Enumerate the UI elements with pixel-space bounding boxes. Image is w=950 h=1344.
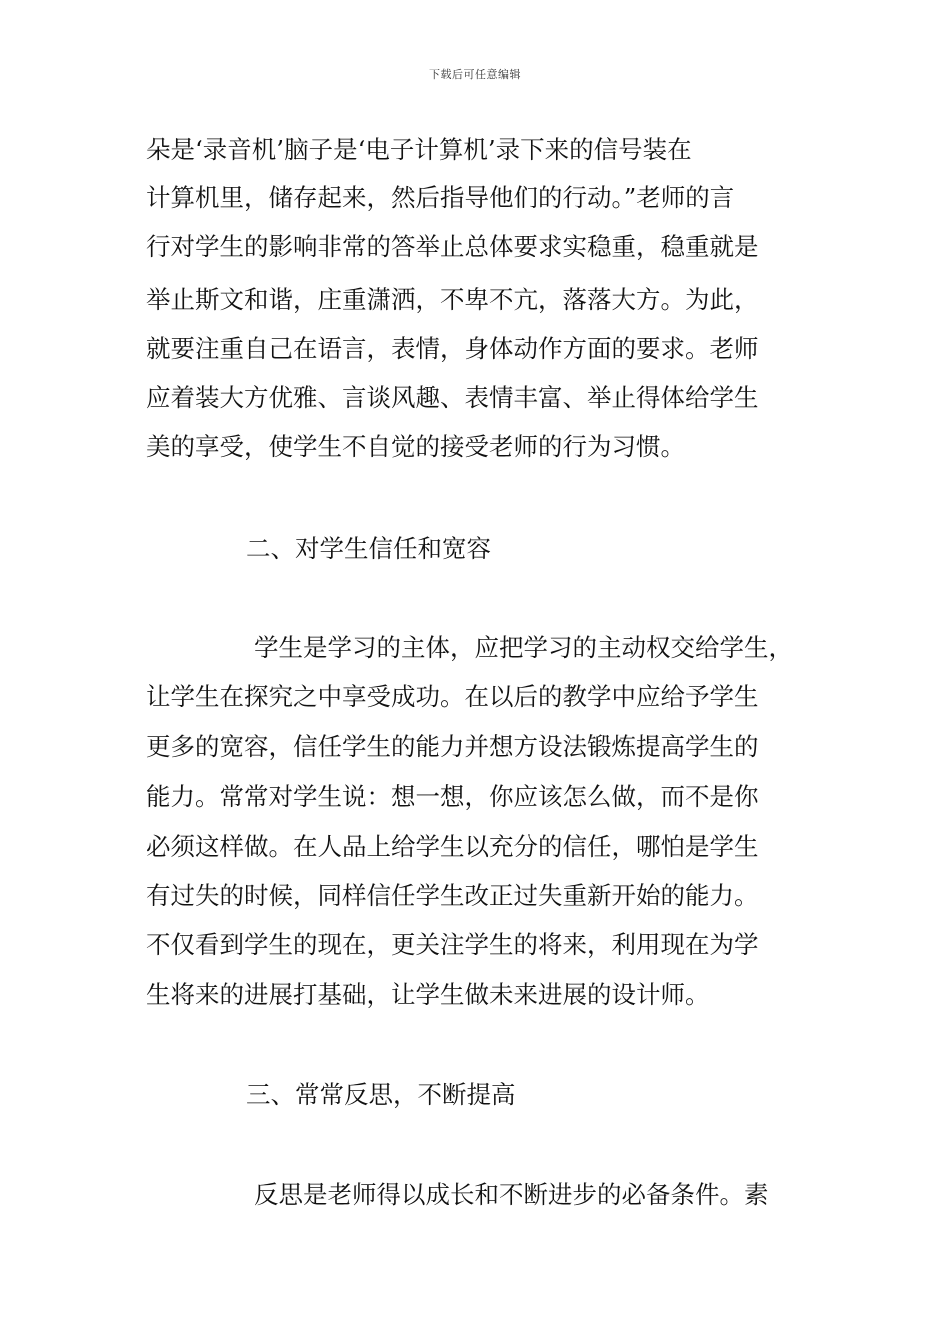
paragraph-2-line-6: 有过失的时候，同样信任学生改正过失重新开始的能力。 — [146, 881, 759, 910]
paragraph-1-line-2: 计算机里，储存起来，然后指导他们的行动。”老师的言 — [146, 183, 735, 212]
paragraph-2-line-8: 生将来的进展打基础，让学生做未来进展的设计师。 — [146, 980, 710, 1009]
paragraph-2-line-1: 学生是学习的主体，应把学习的主动权交给学生， — [254, 633, 793, 662]
paragraph-1-line-1: 朵是‘录音机’脑子是‘电子计算机’录下来的信号装在 — [146, 135, 692, 164]
paragraph-3-line-1: 反思是老师得以成长和不断进步的必备条件。素 — [254, 1180, 769, 1209]
paragraph-1-line-5: 就要注重自己在语言，表情，身体动作方面的要求。老师 — [146, 334, 759, 363]
paragraph-2-line-5: 必须这样做。在人品上给学生以充分的信任，哪怕是学生 — [146, 832, 759, 861]
paragraph-1-line-3: 行对学生的影响非常的答举止总体要求实稳重，稳重就是 — [146, 232, 759, 261]
paragraph-1-line-7: 美的享受，使学生不自觉的接受老师的行为习惯。 — [146, 432, 685, 461]
paragraph-2-line-3: 更多的宽容，信任学生的能力并想方设法锻炼提高学生的 — [146, 732, 759, 761]
section-heading-2: 二、对学生信任和宽容 — [246, 534, 491, 563]
paragraph-1-line-6: 应着装大方优雅、言谈风趣、表情丰富、举止得体给学生 — [146, 383, 759, 412]
paragraph-2-line-2: 让学生在探究之中享受成功。在以后的教学中应给予学生 — [146, 682, 759, 711]
page-header: 下载后可任意编辑 — [429, 68, 521, 81]
paragraph-2-line-4: 能力。常常对学生说：想一想，你应该怎么做，而不是你 — [146, 782, 759, 811]
paragraph-2-line-7: 不仅看到学生的现在，更关注学生的将来，利用现在为学 — [146, 930, 759, 959]
section-heading-3: 三、常常反思，不断提高 — [246, 1080, 516, 1109]
paragraph-1-line-4: 举止斯文和谐，庄重潇洒，不卑不亢，落落大方。为此， — [146, 285, 759, 314]
